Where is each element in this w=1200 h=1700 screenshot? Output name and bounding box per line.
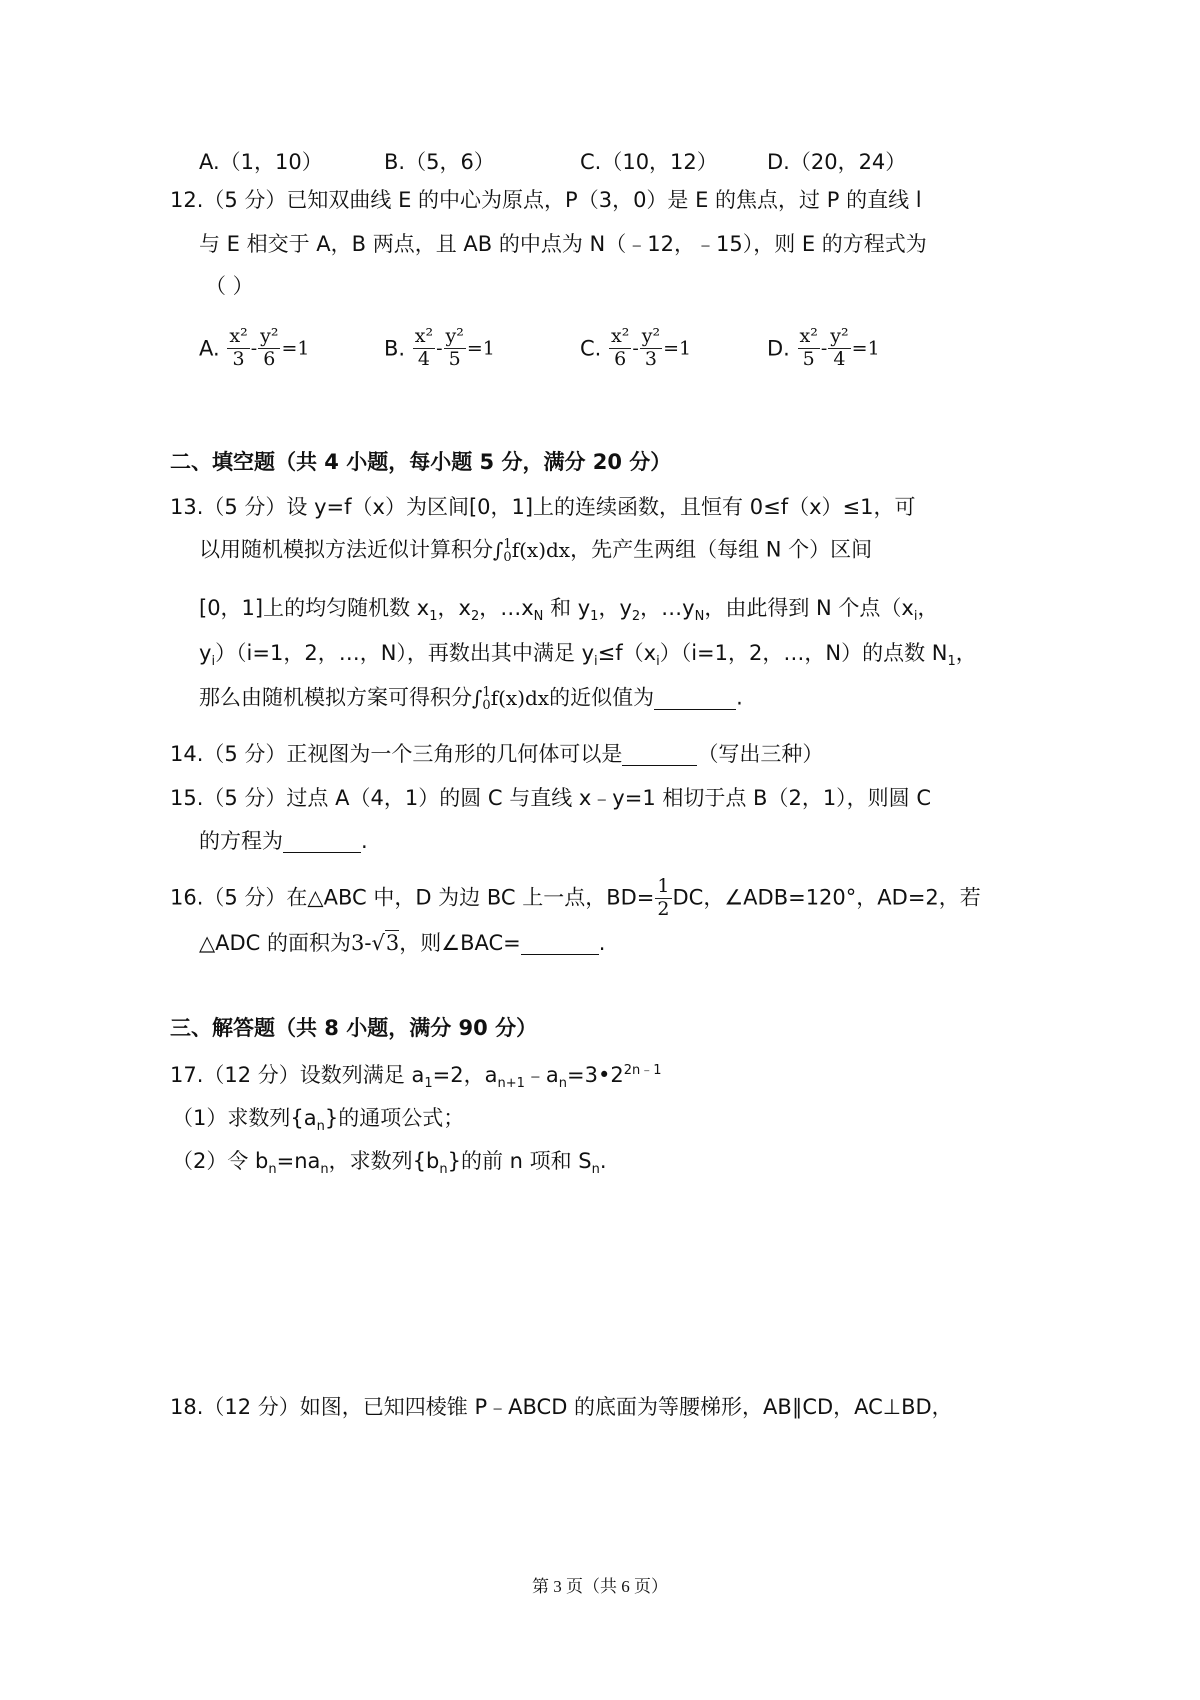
q14-answer-blank <box>622 744 697 766</box>
q16-line-2-text-a: △ADC 的面积为 <box>199 931 352 955</box>
q16-frac-num: 1 <box>657 875 670 897</box>
frac-den: 5 <box>448 347 461 370</box>
option-label: D. <box>767 336 797 361</box>
integral-upper: 1 <box>503 537 512 552</box>
q11-option-a: A.（1，10） <box>199 150 323 174</box>
section-2-heading: 二、填空题（共 4 小题，每小题 5 分，满分 20 分） <box>170 450 672 474</box>
integral-limits <box>503 538 511 564</box>
integral-upper-2: 1 <box>482 685 491 700</box>
q13-line-5-text-a: 那么由随机模拟方案可得积分 <box>199 685 472 710</box>
minus-sign: - <box>250 337 258 360</box>
q13-line-2 <box>199 538 872 564</box>
frac-den: 4 <box>417 347 430 370</box>
q11-option-b: B.（5，6） <box>384 150 495 174</box>
frac-den: 5 <box>802 347 815 370</box>
q13-line-1: 13.（5 分）设 y=f（x）为区间[0，1]上的连续函数，且恒有 0≤f（x）≤1，可 <box>170 495 916 519</box>
fraction-x <box>798 326 820 371</box>
integral-sign-2: ∫ <box>472 685 483 710</box>
frac-num: x² <box>229 325 248 347</box>
fraction-y <box>640 326 662 371</box>
integral-expression-2 <box>472 685 550 713</box>
q16-line-1-text-a: 16.（5 分）在△ABC 中，D 为边 BC 上一点，BD= <box>170 885 655 910</box>
integral-lower: 0 <box>503 550 512 565</box>
integrand: f(x)dx <box>511 537 571 562</box>
q12-option-b <box>384 326 495 371</box>
integral-sign: ∫ <box>493 537 504 562</box>
q12-line-3: （ ） <box>205 274 254 298</box>
q11-option-d: D.（20，24） <box>767 150 907 174</box>
q16-answer-blank <box>521 933 599 955</box>
q13-line-5-text-c: . <box>736 685 743 710</box>
q16-line-2 <box>199 933 605 955</box>
fraction-x <box>227 326 249 371</box>
option-label: C. <box>580 336 609 361</box>
frac-num: x² <box>611 325 630 347</box>
integrand-2: f(x)dx <box>490 685 550 710</box>
sqrt-icon: √ <box>371 931 385 955</box>
q14-line <box>170 744 823 766</box>
equals-one: =1 <box>851 337 880 360</box>
frac-den: 3 <box>232 347 245 370</box>
q14-text-a: 14.（5 分）正视图为一个三角形的几何体可以是 <box>170 742 623 766</box>
q15-line-2 <box>199 831 368 853</box>
minus-sign: - <box>820 337 828 360</box>
q16-line-2-text-c: . <box>598 931 606 955</box>
q15-answer-blank <box>283 831 361 853</box>
q17-line-1: 17.（12 分）设数列满足 $a_1=2$，$a_{n+1}﹣a_n=3•2^{2n﹣1}$ <box>170 1063 662 1092</box>
q13-line-3: [0，1]上的均匀随机数 $x_1$，$x_2$，$\dots x_N$ 和 $y_1$，$y_2$，$\dots y_N$，由此得到 N 个点（$x_i$， <box>199 596 939 625</box>
fraction-y <box>258 326 280 371</box>
q16-rad-pre: 3- <box>351 931 372 955</box>
integral-expression <box>493 537 571 565</box>
q13-line-5 <box>199 686 743 712</box>
page-footer: 第 3 页（共 6 页） <box>532 1577 668 1596</box>
frac-den: 3 <box>644 347 657 370</box>
q15-line-1: 15.（5 分）过点 A（4，1）的圆 C 与直线 x﹣y=1 相切于点 B（2，1），则圆 C <box>170 786 932 810</box>
option-label: A. <box>199 336 227 361</box>
q13-line-4: $y_i)(i=1$，2，…，N），再数出其中满足 $y_i\le f(x_i)(i=1$，2，…，N）的点数 $N_1$， <box>199 641 977 670</box>
equals-one: =1 <box>466 337 495 360</box>
q16-radical-expression <box>351 930 399 955</box>
minus-sign: - <box>436 337 443 360</box>
frac-den: 6 <box>614 347 627 370</box>
q12-line-2: 与 E 相交于 A，B 两点，且 AB 的中点为 N（﹣12，﹣15），则 E 的方程式为 <box>199 232 927 256</box>
equals-one: =1 <box>281 337 310 360</box>
q17-line-2: （1）求数列$\{a_n\}$的通项公式； <box>172 1106 465 1135</box>
q14-text-b: （写出三种） <box>697 742 824 766</box>
q13-answer-blank <box>654 688 736 710</box>
frac-num: y² <box>641 325 661 347</box>
q13-line-5-text-b: 的近似值为 <box>549 685 655 710</box>
q12-option-c <box>580 326 691 371</box>
frac-num: y² <box>260 325 279 347</box>
q12-option-a <box>199 326 310 371</box>
q15-line-2-text-a: 的方程为 <box>199 829 283 853</box>
frac-num: y² <box>830 325 849 347</box>
fraction-x <box>413 326 435 371</box>
integral-lower-2: 0 <box>482 698 491 713</box>
q16-fraction <box>655 876 671 921</box>
fraction-y <box>444 326 466 371</box>
q17-line-3: （2）令 $b_n=na_n$，求数列$\{b_n\}$的前 n 项和 $S_n$. <box>172 1149 607 1178</box>
q16-rad-arg: 3 <box>385 931 400 955</box>
q16-line-1-text-b: DC，∠ADB=120°，AD=2，若 <box>672 885 981 910</box>
frac-den: 4 <box>833 347 846 370</box>
q18-line-1: 18.（12 分）如图，已知四棱锥 P﹣ABCD 的底面为等腰梯形，AB∥CD，AC⊥BD， <box>170 1395 953 1419</box>
fraction-y <box>828 326 850 371</box>
section-3-heading: 三、解答题（共 8 小题，满分 90 分） <box>170 1016 538 1040</box>
minus-sign: - <box>632 337 639 360</box>
equals-one: =1 <box>663 337 692 360</box>
fraction-x <box>609 326 631 371</box>
q12-line-1: 12.（5 分）已知双曲线 E 的中心为原点，P（3，0）是 E 的焦点，过 P 的直线 l <box>170 188 922 212</box>
frac-num: x² <box>414 325 434 347</box>
q12-option-d <box>767 326 880 371</box>
frac-den: 6 <box>263 347 276 370</box>
q13-line-2-text-b: ，先产生两组（每组 N 个）区间 <box>570 537 873 562</box>
q13-line-2-text-a: 以用随机模拟方法近似计算积分 <box>199 537 493 562</box>
frac-num: y² <box>445 325 464 347</box>
q15-line-2-text-b: . <box>361 829 368 853</box>
q11-option-c: C.（10，12） <box>580 150 718 174</box>
q16-line-1 <box>170 876 981 921</box>
frac-num: x² <box>799 325 818 347</box>
option-label: B. <box>384 336 412 361</box>
q16-frac-den: 2 <box>657 897 670 920</box>
integral-limits-2 <box>482 686 490 712</box>
q16-line-2-text-b: ，则∠BAC= <box>399 931 521 955</box>
